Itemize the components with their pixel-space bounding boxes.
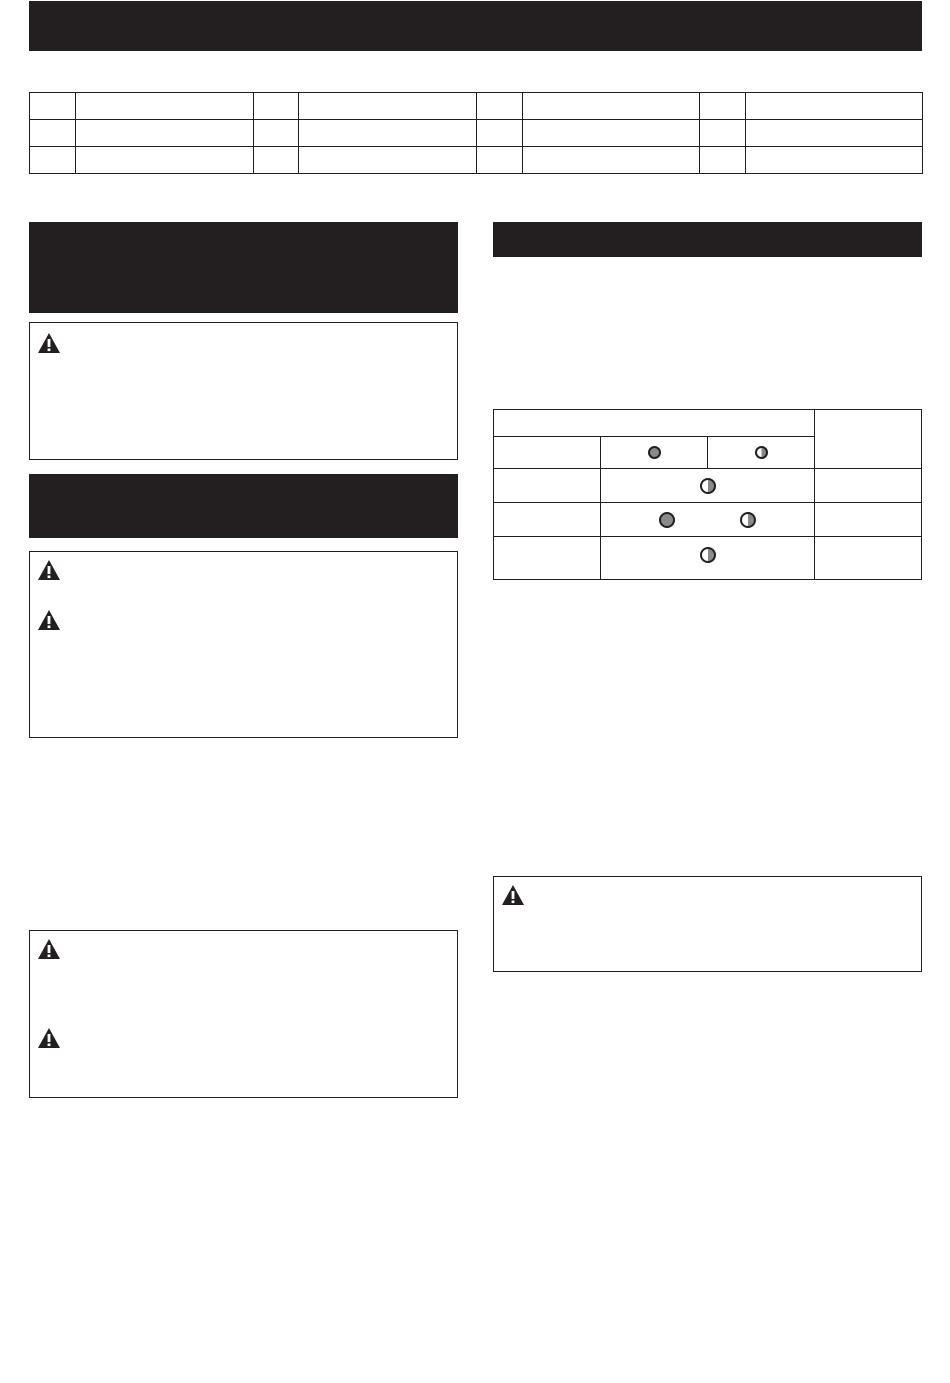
- indicator-header-group: [494, 410, 815, 437]
- warning-triangle-icon: [37, 1027, 61, 1049]
- indicator-row-lamps: [601, 537, 815, 580]
- spec-item-value: [523, 120, 700, 147]
- indicator-row-label: [494, 537, 601, 580]
- indicator-lamp-table: [493, 409, 922, 580]
- spec-item-number: [254, 93, 299, 120]
- spec-item-number: [477, 120, 523, 147]
- spec-item-value: [299, 93, 477, 120]
- warning-box: [493, 876, 922, 972]
- indicator-row-lamps: [601, 469, 815, 503]
- spec-item-number: [30, 120, 76, 147]
- spec-item-number: [30, 93, 76, 120]
- indicator-row-side: [815, 503, 922, 537]
- warning-box: [29, 322, 458, 460]
- spec-item-number: [254, 120, 299, 147]
- spec-item-number: [30, 147, 76, 174]
- spec-table-row: [30, 147, 923, 174]
- spec-item-value: [746, 120, 923, 147]
- lamp-blinking-icon: [755, 446, 768, 459]
- spec-item-value: [746, 93, 923, 120]
- spec-item-number: [700, 147, 746, 174]
- lamp-blinking-icon: [700, 547, 716, 563]
- spec-item-number: [477, 147, 523, 174]
- indicator-header-blank: [494, 437, 601, 469]
- indicator-row-label: [494, 503, 601, 537]
- page-title-bar: [29, 1, 922, 51]
- spec-item-value: [523, 147, 700, 174]
- spec-item-value: [76, 93, 254, 120]
- warning-triangle-icon: [37, 332, 61, 354]
- spec-item-number: [700, 120, 746, 147]
- specifications-table: [29, 92, 923, 174]
- spec-item-value: [76, 120, 254, 147]
- spec-item-value: [299, 120, 477, 147]
- section-heading-bar: [29, 222, 458, 313]
- spec-item-value: [299, 147, 477, 174]
- warning-box: [29, 930, 458, 1098]
- spec-table-row: [30, 120, 923, 147]
- warning-triangle-icon: [37, 559, 61, 581]
- warning-box: [29, 551, 458, 738]
- indicator-row-label: [494, 469, 601, 503]
- spec-item-value: [76, 147, 254, 174]
- lamp-on-icon: [659, 512, 675, 528]
- spec-item-value: [523, 93, 700, 120]
- warning-triangle-icon: [37, 609, 61, 631]
- indicator-header-side: [815, 410, 922, 469]
- section-heading-bar: [493, 222, 922, 257]
- indicator-header-lamp-on: [601, 437, 708, 469]
- indicator-row-side: [815, 469, 922, 503]
- indicator-row-side: [815, 537, 922, 580]
- section-heading-bar: [29, 474, 458, 538]
- warning-triangle-icon: [501, 884, 525, 906]
- warning-triangle-icon: [37, 938, 61, 960]
- spec-item-number: [700, 93, 746, 120]
- indicator-header-lamp-blinking: [708, 437, 815, 469]
- spec-table-row: [30, 93, 923, 120]
- indicator-row-lamps: [601, 503, 815, 537]
- spec-item-value: [746, 147, 923, 174]
- lamp-blinking-icon: [700, 478, 716, 494]
- spec-item-number: [477, 93, 523, 120]
- lamp-blinking-icon: [740, 512, 756, 528]
- lamp-on-icon: [648, 446, 661, 459]
- spec-item-number: [254, 147, 299, 174]
